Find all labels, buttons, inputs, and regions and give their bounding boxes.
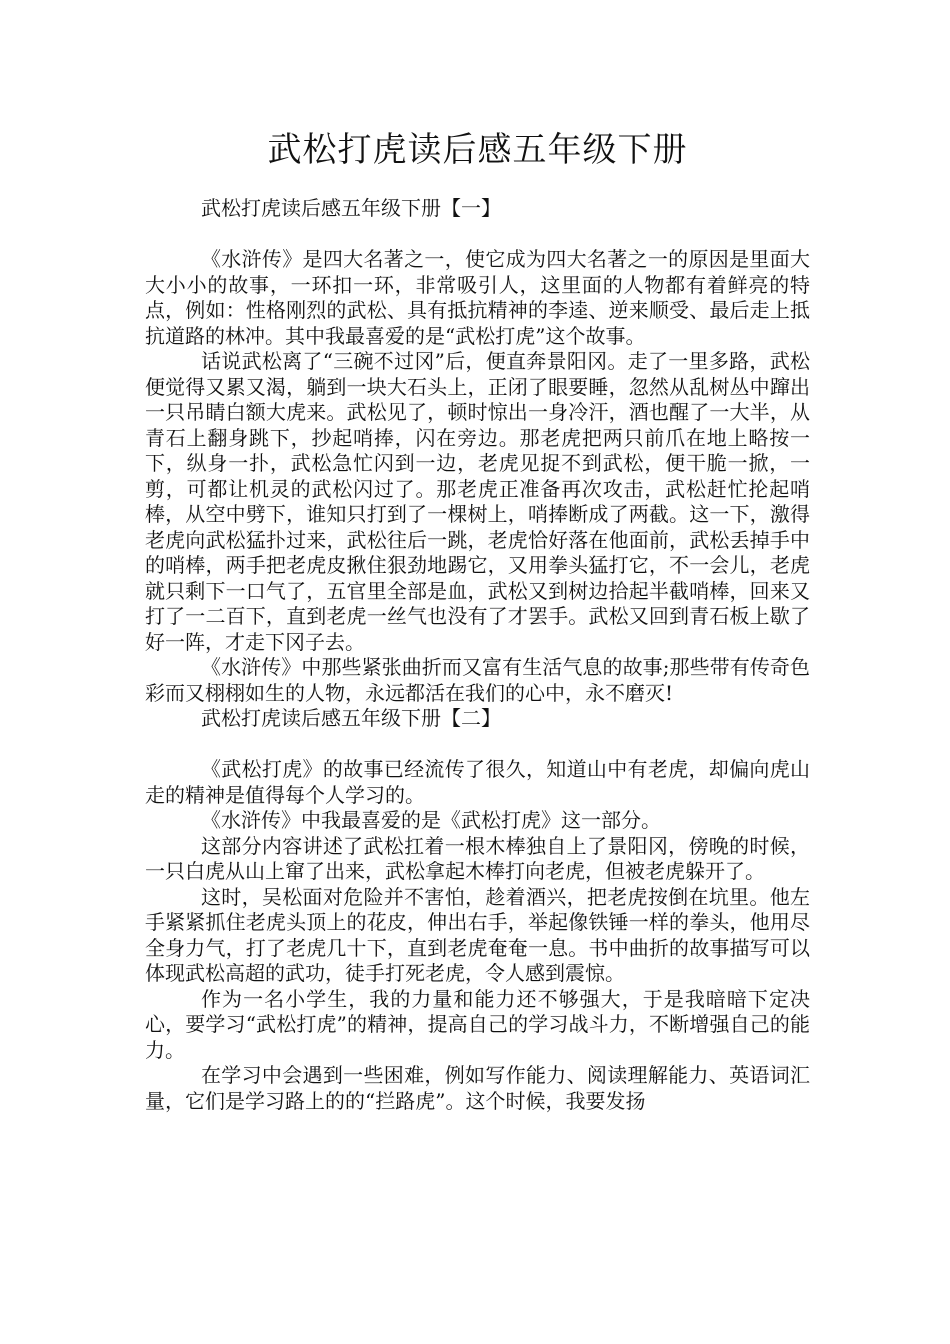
paragraph: 《武松打虎》的故事已经流传了很久，知道山中有老虎，却偏向虎山走的精神是值得每个人学习的。	[145, 757, 810, 807]
section-heading-1: 武松打虎读后感五年级下册【一】	[201, 196, 501, 220]
document-title: 武松打虎读后感五年级下册	[267, 130, 688, 170]
paragraph: 《水浒传》是四大名著之一，使它成为四大名著之一的原因是里面大大小小的故事，一环扣一环，非常吸引人，这里面的人物都有着鲜亮的特点，例如：性格刚烈的武松、具有抵抗精神的李逵、逆来顺受、最后走上抵抗道路的林冲。其中我最喜爱的是“武松打虎”这个故事。	[145, 247, 810, 348]
paragraph: 这部分内容讲述了武松扛着一根木棒独自上了景阳冈，傍晚的时候，一只白虎从山上窜了出来，武松拿起木棒打向老虎，但被老虎躲开了。	[145, 833, 810, 883]
blank-line	[145, 222, 810, 248]
section-heading-2: 武松打虎读后感五年级下册【二】	[201, 706, 501, 730]
paragraph: 作为一名小学生，我的力量和能力还不够强大，于是我暗暗下定决心，要学习“武松打虎”的精神，提高自己的学习战斗力，不断增强自己的能力。	[145, 986, 810, 1062]
document-body	[145, 196, 810, 1114]
paragraph: 《水浒传》中那些紧张曲折而又富有生活气息的故事;那些带有传奇色彩而又栩栩如生的人物，永远都活在我们的心中，永不磨灭!	[145, 655, 810, 705]
paragraph: 话说武松离了“三碗不过冈”后，便直奔景阳冈。走了一里多路，武松便觉得又累又渴，躺到一块大石头上，正闭了眼要睡，忽然从乱树丛中蹿出一只吊睛白额大虎来。武松见了，顿时惊出一身冷汗，酒也醒了一大半，从青石上翻身跳下，抄起哨捧，闪在旁边。那老虎把两只前爪在地上略按一下，纵身一扑，武松急忙闪到一边，老虎见捉不到武松，便干脆一掀，一剪，可都让机灵的武松闪过了。那老虎正准备再次攻击，武松赶忙抡起哨棒，从空中劈下，谁知只打到了一棵树上，哨捧断成了两截。这一下，激得老虎向武松猛扑过来，武松往后一跳，老虎恰好落在他面前，武松丢掉手中的哨棒，两手把老虎皮揪住狠劲地踢它，又用拳头猛打它，不一会儿，老虎就只剩下一口气了，五官里全部是血，武松又到树边拾起半截哨棒，回来又打了一二百下，直到老虎一丝气也没有了才罢手。武松又回到青石板上歇了好一阵，才走下冈子去。	[145, 349, 810, 654]
blank-line	[145, 732, 810, 758]
paragraph: 这时，吴松面对危险并不害怕，趁着酒兴，把老虎按倒在坑里。他左手紧紧抓住老虎头顶上的花皮，伸出右手，举起像铁锤一样的拳头，他用尽全身力气，打了老虎几十下，直到老虎奄奄一息。书中曲折的故事描写可以体现武松高超的武功，徒手打死老虎，令人感到震惊。	[145, 884, 810, 985]
paragraph: 在学习中会遇到一些困难，例如写作能力、阅读理解能力、英语词汇量，它们是学习路上的的“拦路虎”。这个时候，我要发扬	[145, 1063, 810, 1113]
paragraph: 《水浒传》中我最喜爱的是《武松打虎》这一部分。	[201, 808, 661, 832]
